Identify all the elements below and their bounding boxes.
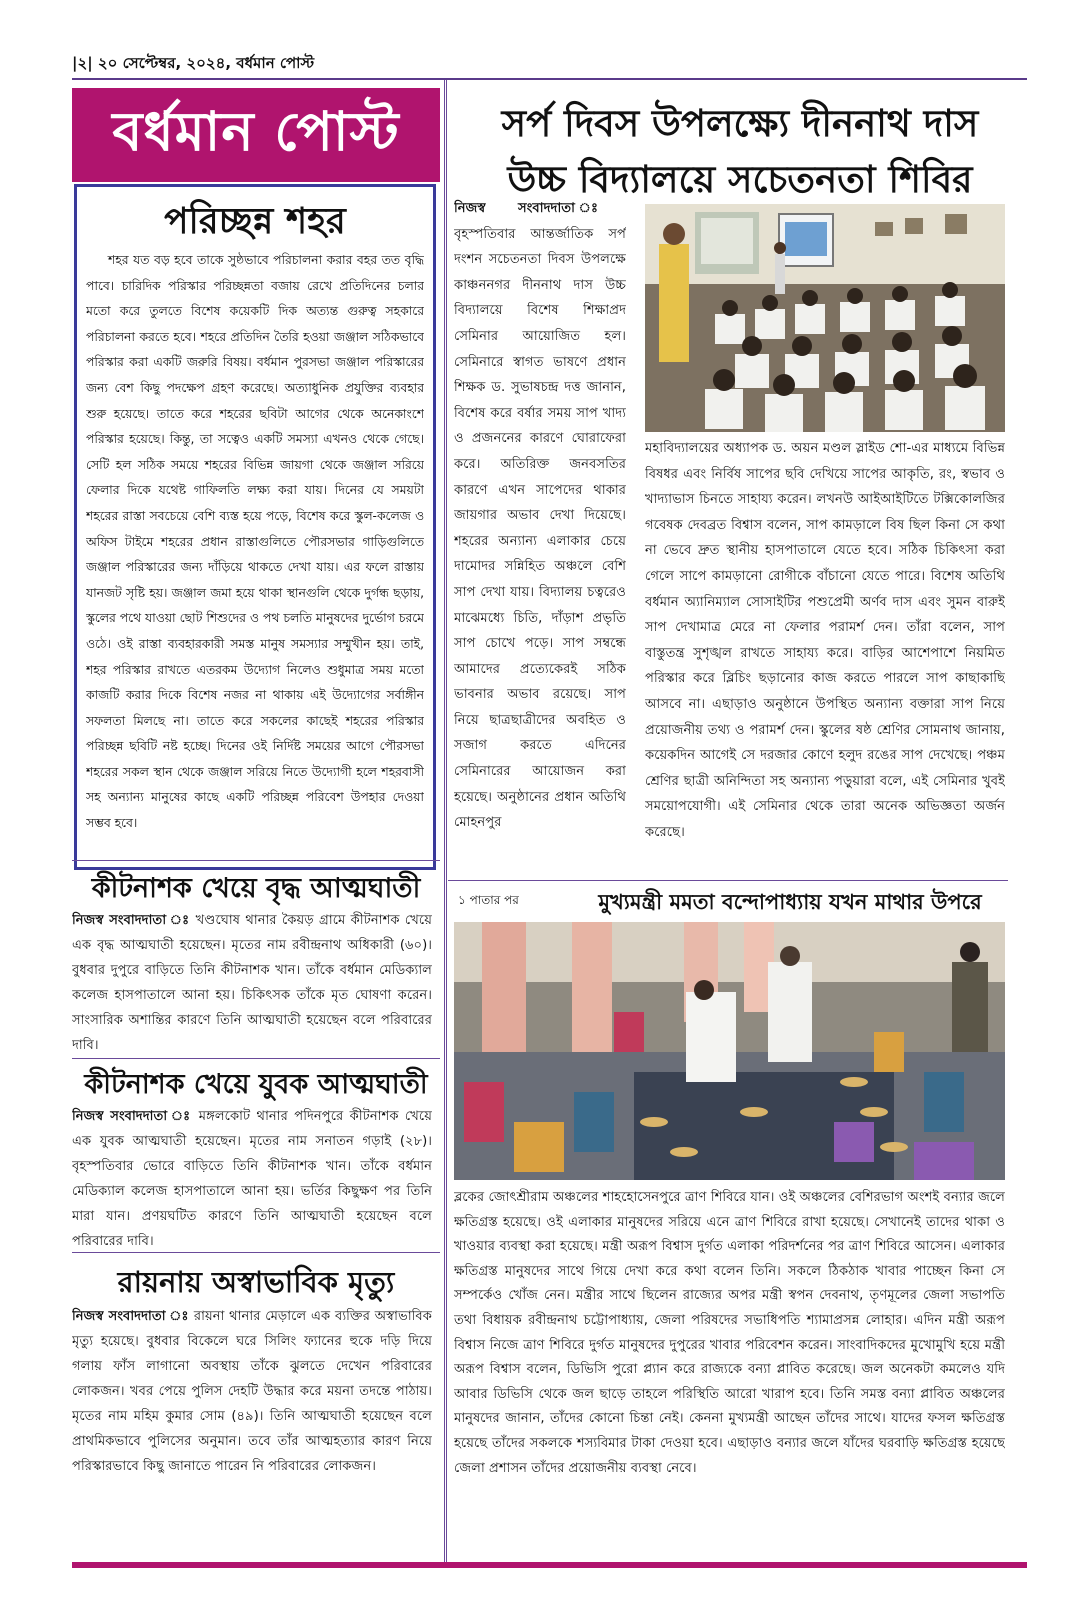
- lead-headline-line-1: সর্প দিবস উপলক্ষ্যে দীননাথ দাস: [501, 102, 979, 145]
- masthead: বর্ধমান পোস্ট: [72, 88, 440, 182]
- story-3-body: [72, 1304, 432, 1504]
- editorial-text: শহর যত বড় হবে তাকে সুষ্ঠভাবে পরিচালনা করার বহর তত বৃদ্ধি পাবে। চারিদিক পরিস্কার পরিচ্ছন্নতা বজায় রেখে প্রতিদিনের চলার মতো করে তুলতে বিশেষ কয়েকটি দিক অত্যন্ত গুরুত্ব সহকারে পরিচালনা করতে হবে। শহরে প্রতিদিন তৈরি হওয়া জঞ্জাল সঠিকভাবে পরিস্কার করা একটি জরুরি বিষয়। বর্ধমান পুরসভা জঞ্জাল পরিস্কারের জন্য বেশ কিছু পদক্ষেপ গ্রহণ করেছে। অত্যাধুনিক প্রযুক্তির ব্যবহার শুরু হয়েছে। তাতে করে শহরের ছবিটা আগের থেকে অনেকাংশে পরিস্কার হয়েছে। কিন্তু, তা সত্বেও একটি সমস্যা এখনও থেকে গেছে। সেটি হল সঠিক সময়ে শহরের বিভিন্ন জায়গা থেকে জঞ্জাল সরিয়ে ফেলার দিকে যথেষ্ট গাফিলতি লক্ষ্য করা যায়। দিনের যে সময়টা শহরের রাস্তা সবচেয়ে বেশি ব্যস্ত হয়ে পড়ে, বিশেষ করে স্কুল-কলেজ ও অফিস টাইমে শহরের প্রধান রাস্তাগুলিতে পৌরসভার গাড়িগুলিতে জঞ্জাল পরিস্কারের জন্য দাঁড়িয়ে থাকতে দেখা যায়। এর ফলে রাস্তায় যানজট সৃষ্টি হয়। জঞ্জাল জমা হয়ে থাকা স্থানগুলি থেকে দুর্গন্ধ ছড়ায়, স্কুলের পথে যাওয়া ছোট শিশুদের ও পথ চলতি মানুষদের দুর্ভোগ চরমে ওঠে। ওই রাস্তা ব্যবহারকারী সমস্ত মানুষ সমস্যার সম্মুখীন হয়। তাই, শহর পরিস্কার রাখতে এতরকম উদ্যোগ নিলেও শুধুমাত্র সময় মতো কাজটি করার দিকে বিশেষ নজর না থাকায় এই উদ্যোগের সর্বাঙ্গীন সফলতা মিলছে না। তাতে করে সকলের কাছেই শহরের পরিস্কার পরিচ্ছন্ন ছবিটি নষ্ট হচ্ছে। দিনের ওই নির্দিষ্ট সময়ের আগে পৌরসভা শহরের সকল স্থান থেকে জঞ্জাল সরিয়ে নিতে উদ্যোগী হলে শহরবাসী সহ অন্যান্য মানুষের কাছে একটি পরিচ্ছন্ন পরিবেশ উপহার দেওয়া সম্ভব হবে।: [86, 253, 424, 831]
- column-divider-2: [446, 80, 447, 1562]
- lead-text-right: মহাবিদ্যালয়ের অধ্যাপক ড. অয়ন মণ্ডল স্লাইড শো-এর মাধ্যমে বিভিন্ন বিষধর এবং নির্বিষ সাপের ছবি দেখিয়ে সাপের আকৃতি, রং, স্বভাব ও খাদ্যাভাস চিনতে সাহায্য করেন। লখনউ আইআইটিতে টক্সিকোলজির গবেষক দেবব্রত বিশ্বাস বলেন, সাপ কামড়ালে বিষ ছিল কিনা সে কথা না ভেবে দ্রুত স্থানীয় হাসপাতালে যেতে হবে। সঠিক চিকিৎসা করা গেলে সাপে কামড়ানো রোগীকে বাঁচানো যেতে পারে। বিশেষ অতিথি বর্ধমান অ্যানিম্যাল সোসাইটির পশুপ্রেমী অর্ণব দাস এবং সুমন বারুই সাপ দেখামাত্র মেরে না ফেলার পরামর্শ দেন। তাঁরা বলেন, সাপ বাস্তুতন্ত্র সুশৃঙ্খল রাখতে সাহায্য করে। বাড়ির আশেপাশে নিয়মিত পরিস্কার করে ব্লিচিং ছড়ানোর কাজ করতে পারলে সাপ কাছাকাছি আসবে না। এছাড়াও অনুষ্ঠানে উপস্থিত অন্যান্য বক্তারা সাপ নিয়ে প্রয়োজনীয় তথ্য ও পরামর্শ দেন। স্কুলের ষষ্ঠ শ্রেণির সোমনাথ জানায়, কয়েকদিন আগেই সে দরজার কোণে হলুদ রঙের সাপ দেখেছে। পঞ্চম শ্রেণির ছাত্রী অনিন্দিতা সহ অন্যান্য পড়ুয়ারা বলে, এই সেমিনার খুবই সময়োপযোগী। এই সেমিনার থেকে তারা অনেক অভিজ্ঞতা অর্জন করেছে।: [645, 441, 1005, 840]
- cm-story-headline: মুখ্যমন্ত্রী মমতা বন্দোপাধ্যায় যখন মাথার উপরে: [598, 890, 982, 914]
- story-2-body: [72, 1104, 432, 1250]
- cm-story-body: [454, 1186, 1005, 1502]
- story-1-text: খণ্ডঘোষ থানার কৈয়ড় গ্রামে কীটনাশক খেয়ে এক বৃদ্ধ আত্মঘাতী হয়েছেন। মৃতের নাম রবীন্দ্রনাথ অধিকারী (৬০)। বুধবার দুপুরে বাড়িতে তিনি কীটনাশক খান। তাঁকে বর্ধমান মেডিক্যাল কলেজ হাসপাতালে আনা হয়। চিকিৎসক তাঁকে মৃত ঘোষণা করেন। সাংসারিক অশান্তির কারণে তিনি আত্মঘাতী হয়েছেন বলে পরিবারের দাবি।: [72, 913, 432, 1053]
- story-2-headline: কীটনাশক খেয়ে যুবক আত্মঘাতী: [84, 1069, 428, 1100]
- lead-headline-line-2: উচ্চ বিদ্যালয়ে সচেতনতা শিবির: [507, 158, 973, 201]
- photo-seminar: [645, 204, 1005, 432]
- story-3-text: রায়না থানার মেড়ালে এক ব্যক্তির অস্বাভাবিক মৃত্যু হয়েছে। বুধবার বিকেলে ঘরে সিলিং ফ্যানের হুকে দড়ি দিয়ে গলায় ফাঁস লাগানো অবস্থায় তাঁকে ঝুলতে দেখেন পরিবারের লোকজন। খবর পেয়ে পুলিস দেহটি উদ্ধার করে ময়না তদন্তে পাঠায়। মৃতের নাম মহিম কুমার সোম (৪৯)। তিনি আত্মঘাতী হয়েছেন বলে প্রাথমিকভাবে পুলিসের অনুমান। তবে তাঁর আত্মহত্যার কারণ নিয়ে পরিস্কারভাবে কিছু জানাতে পারেন নি পরিবারের লোকজন।: [72, 1309, 432, 1474]
- story-3-headline: রায়নায় অস্বাভাবিক মৃত্যু: [117, 1265, 395, 1299]
- relief-camp-photo-image: [454, 922, 1005, 1180]
- story-2-text: মঙ্গলকোট থানার পদিনপুরে কীটনাশক খেয়ে এক যুবক আত্মঘাতী হয়েছেন। মৃতের নাম সনাতন গড়াই (২৮)। বৃহস্পতিবার ভোরে বাড়িতে তিনি কীটনাশক খান। তাঁকে বর্ধমান মেডিক্যাল কলেজ হাসপাতালে আনা হয়। ভর্তির কিছুক্ষণ পর তিনি মারা যান। প্রণয়ঘটিত কারণে তিনি আত্মঘাতী হয়েছেন বলে পরিবারের দাবি।: [72, 1109, 432, 1249]
- photo-relief-camp: [454, 922, 1005, 1180]
- lead-headline: [466, 96, 1014, 208]
- top-rule: [72, 78, 1027, 80]
- bottom-rule: [72, 1562, 1027, 1568]
- divider-story-1: [72, 860, 440, 861]
- column-divider: [444, 80, 445, 1562]
- story-2-byline: নিজস্ব সংবাদদাতা ঃ: [72, 1109, 193, 1124]
- page-folio: |২| ২০ সেপ্টেম্বর, ২০২৪, বর্ধমান পোস্ট: [72, 54, 315, 72]
- story-3-byline: নিজস্ব সংবাদদাতা ঃ: [72, 1309, 190, 1324]
- story-1-headline: কীটনাশক খেয়ে বৃদ্ধ আত্মঘাতী: [91, 873, 421, 904]
- editorial-body: [86, 248, 424, 858]
- divider-story-3: [72, 1252, 440, 1253]
- lead-byline: নিজস্ব সংবাদদাতা ঃ: [454, 201, 626, 216]
- story-1-body: [72, 908, 432, 1054]
- story-1-byline: নিজস্ব সংবাদদাতা ঃ: [72, 913, 191, 928]
- seminar-photo-image: [645, 204, 1005, 432]
- lead-text-left: বৃহস্পতিবার আন্তর্জাতিক সর্প দংশন সচেতনতা দিবস উপলক্ষে কাঞ্চননগর দীননাথ দাস উচ্চ বিদ্যালয়ে বিশেষ শিক্ষাপ্রদ সেমিনার আয়োজিত হল। সেমিনারে স্বাগত ভাষণে প্রধান শিক্ষক ড. সুভাষচন্দ্র দত্ত জানান, বিশেষ করে বর্ষার সময় সাপ খাদ্য ও প্রজননের কারণে ঘোরাফেরা করে। অতিরিক্ত জনবসতির কারণে এখন সাপেদের থাকার জায়গার অভাব দেখা দিয়েছে। শহরের অন্যান্য এলাকার চেয়ে দামোদর সন্নিহিত অঞ্চলে বেশি সাপ দেখা যায়। বিদ্যালয় চত্বরেও মাঝেমধ্যে চিতি, দাঁড়াশ প্রভৃতি সাপ চোখে পড়ে। সাপ সম্বন্ধে আমাদের প্রত্যেকেরই সঠিক ভাবনার অভাব রয়েছে। সাপ নিয়ে ছাত্রছাত্রীদের অবহিত ও সজাগ করতে এদিনের সেমিনারের আয়োজন করা হয়েছে। অনুষ্ঠানের প্রধান অতিথি মোহনপুর: [454, 226, 626, 831]
- lead-column-right: [645, 436, 1005, 882]
- divider-story-2: [72, 1058, 440, 1059]
- editorial-title: পরিচ্ছন্ন শহর: [164, 201, 346, 242]
- cm-story-text: ব্লকের জোৎশ্রীরাম অঞ্চলের শাহহোসেনপুরে ত্রাণ শিবিরে যান। ওই অঞ্চলের বেশিরভাগ অংশই বন্যার জলে ক্ষতিগ্রস্ত হয়েছে। ওই এলাকার মানুষদের সরিয়ে এনে ত্রাণ শিবিরে রাখা হয়েছে। সেখানেই তাদের থাকা ও খাওয়ার ব্যবস্থা করা হয়েছে। মন্ত্রী অরূপ বিশ্বাস দুর্গত এলাকা পরিদর্শনের পর ত্রাণ শিবিরে আসেন। এলাকার ক্ষতিগ্রস্ত মানুষদের সাথে গিয়ে দেখা করে কথা বলেন তিনি। সকলে ঠিকঠাক খাবার পাচ্ছেন কিনা সে সম্পর্কেও খোঁজ নেন। মন্ত্রীর সাথে ছিলেন রাজ্যের অপর মন্ত্রী স্বপন দেবনাথ, তৃণমূলের জেলা সভাপতি তথা বিধায়ক রবীন্দ্রনাথ চট্টোপাধ্যায়, জেলা পরিষদের সভাধিপতি শ্যামাপ্রসন্ন লোহার। এদিন মন্ত্রী অরূপ বিশ্বাস নিজে ত্রাণ শিবিরে দুর্গত মানুষদের দুপুরের খাবার পরিবেশন করেন। সাংবাদিকদের মুখোমুখি হয়ে মন্ত্রী অরূপ বিশ্বাস বলেন, ডিভিসি পুরো প্ল্যান করে রাজ্যকে বন্যা প্লাবিত করেছে। জল অনেকটা কমলেও যদি আবার ডিভিসি থেকে জল ছাড়ে তাহলে পরিস্থিতি আরো খারাপ হবে। তিনি সমস্ত বন্যা প্লাবিত অঞ্চলের মানুষদের জানান, তাঁদের কোনো চিন্তা নেই। কেননা মুখ্যমন্ত্রী আছেন তাঁদের সাথে। যাদের ফসল ক্ষতিগ্রস্ত হয়েছে তাঁদের সকলকে শস্যবিমার টাকা দেওয়া হবে। এছাড়াও বন্যার জলে যাঁদের ঘরবাড়ি ক্ষতিগ্রস্ত হয়েছে জেলা প্রশাসন তাঁদের প্রয়োজনীয় ব্যবস্থা নেবে।: [454, 1190, 1005, 1476]
- continued-label: ১ পাতার পর: [458, 893, 519, 907]
- lead-column-left: [454, 196, 626, 882]
- divider-cm-story: [448, 880, 1008, 881]
